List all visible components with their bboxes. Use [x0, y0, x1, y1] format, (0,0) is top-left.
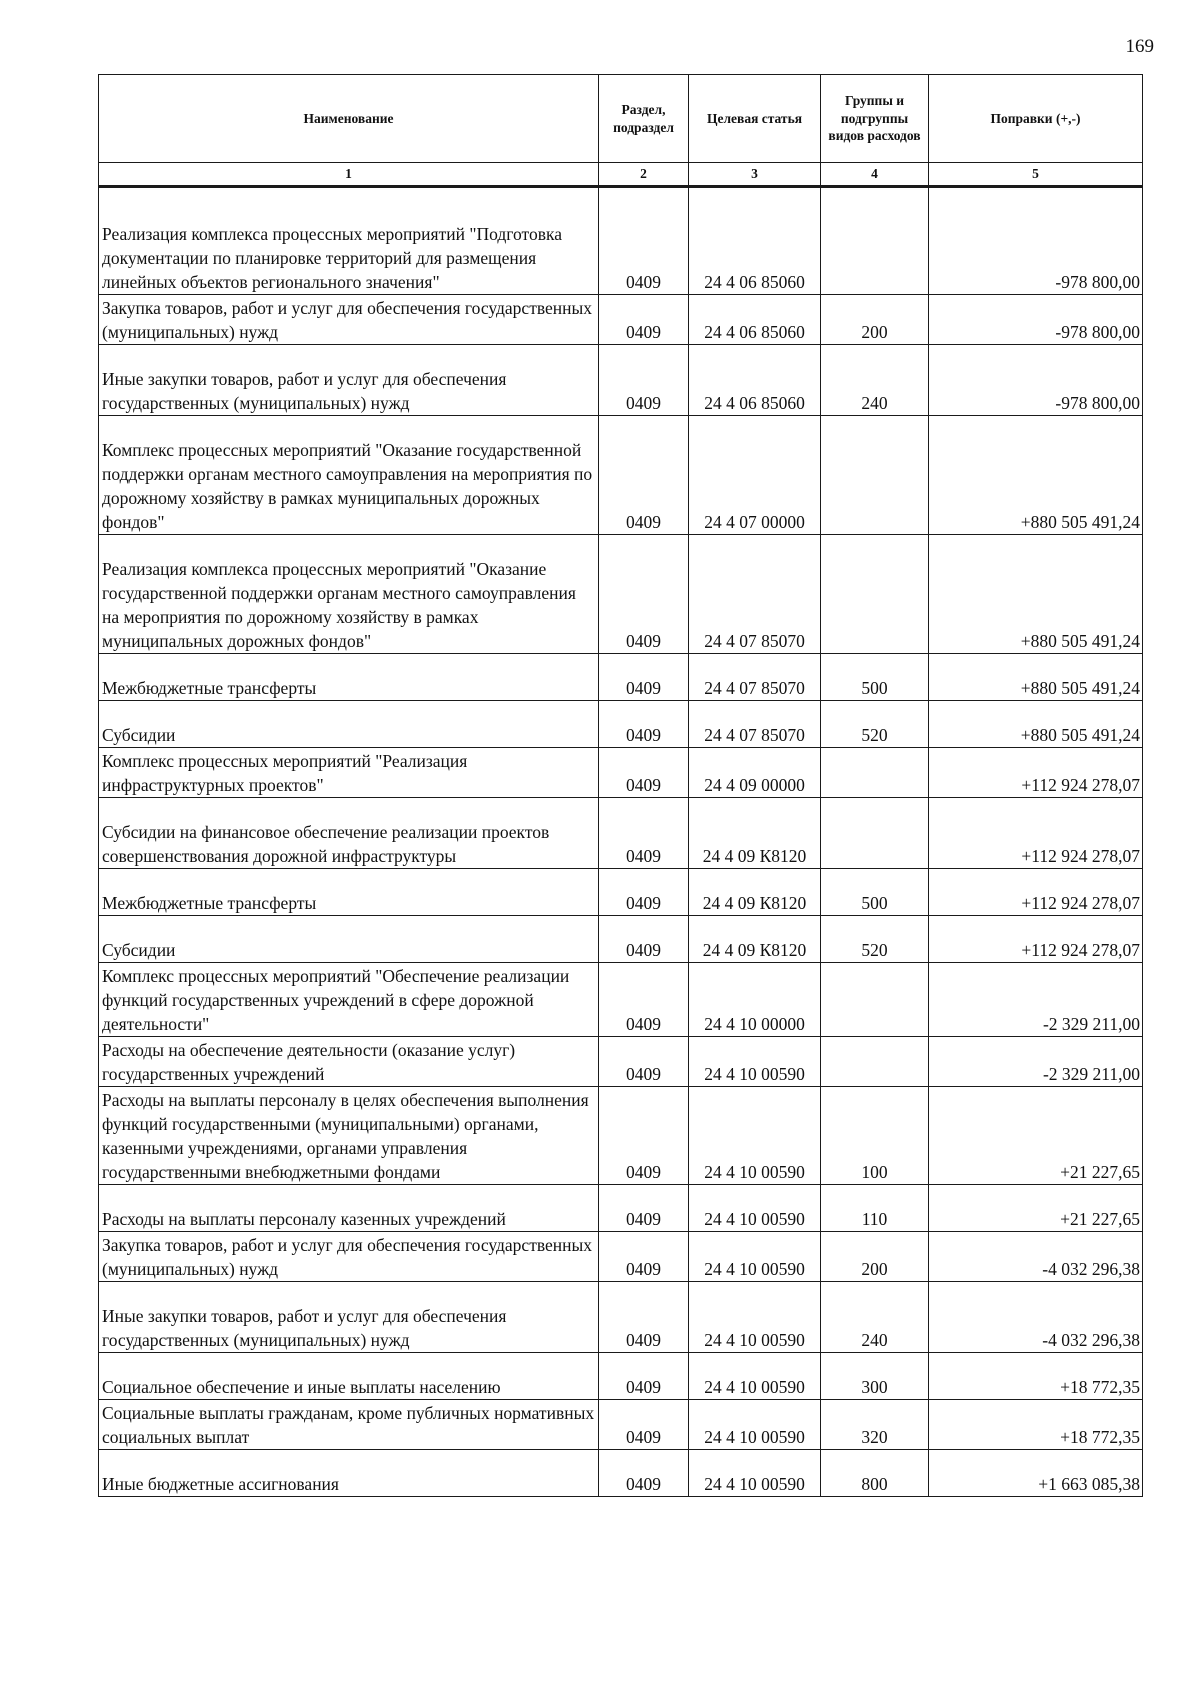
row-group [821, 797, 929, 868]
row-group [821, 534, 929, 653]
row-target: 24 4 10 00000 [689, 962, 821, 1036]
row-amount: +1 663 085,38 [929, 1449, 1143, 1496]
row-name: Расходы на выплаты персоналу казенных учреждений [99, 1184, 599, 1231]
row-amount: +112 924 278,07 [929, 868, 1143, 915]
row-name: Закупка товаров, работ и услуг для обеспечения государственных (муниципальных) нужд [99, 294, 599, 344]
row-name: Межбюджетные трансферты [99, 653, 599, 700]
column-number-row [99, 163, 1143, 187]
header-name: Наименование [99, 75, 599, 163]
table-row [99, 294, 1143, 344]
row-section: 0409 [599, 1399, 689, 1449]
row-group: 500 [821, 653, 929, 700]
table-body [99, 186, 1143, 1496]
row-group: 500 [821, 868, 929, 915]
row-name: Закупка товаров, работ и услуг для обеспечения государственных (муниципальных) нужд [99, 1231, 599, 1281]
row-target: 24 4 10 00590 [689, 1231, 821, 1281]
table-row [99, 1281, 1143, 1352]
row-section: 0409 [599, 962, 689, 1036]
row-section: 0409 [599, 915, 689, 962]
column-number: 1 [99, 163, 599, 187]
row-group: 240 [821, 344, 929, 415]
row-target: 24 4 10 00590 [689, 1399, 821, 1449]
table-row [99, 1086, 1143, 1184]
row-amount: +880 505 491,24 [929, 700, 1143, 747]
row-name: Социальные выплаты гражданам, кроме публичных нормативных социальных выплат [99, 1399, 599, 1449]
row-section: 0409 [599, 186, 689, 294]
header-target: Целевая статья [689, 75, 821, 163]
row-section: 0409 [599, 1449, 689, 1496]
table-row [99, 186, 1143, 294]
row-section: 0409 [599, 1184, 689, 1231]
row-target: 24 4 06 85060 [689, 186, 821, 294]
row-name: Реализация комплекса процессных мероприятий "Подготовка документации по планировке территорий для размещения линейных объектов регионального значения" [99, 186, 599, 294]
row-group: 200 [821, 1231, 929, 1281]
row-section: 0409 [599, 653, 689, 700]
table-row [99, 1352, 1143, 1399]
table-row [99, 962, 1143, 1036]
table-row [99, 415, 1143, 534]
row-target: 24 4 09 К8120 [689, 868, 821, 915]
row-group: 800 [821, 1449, 929, 1496]
row-group [821, 1036, 929, 1086]
row-section: 0409 [599, 534, 689, 653]
row-group [821, 415, 929, 534]
column-number: 3 [689, 163, 821, 187]
row-amount: -4 032 296,38 [929, 1231, 1143, 1281]
row-group: 520 [821, 915, 929, 962]
row-section: 0409 [599, 747, 689, 797]
row-target: 24 4 10 00590 [689, 1036, 821, 1086]
row-group: 520 [821, 700, 929, 747]
row-amount: -978 800,00 [929, 294, 1143, 344]
row-section: 0409 [599, 1086, 689, 1184]
row-group [821, 962, 929, 1036]
row-target: 24 4 10 00590 [689, 1184, 821, 1231]
row-name: Иные закупки товаров, работ и услуг для обеспечения государственных (муниципальных) нужд [99, 1281, 599, 1352]
row-section: 0409 [599, 1231, 689, 1281]
row-section: 0409 [599, 1281, 689, 1352]
row-amount: -978 800,00 [929, 186, 1143, 294]
column-number: 4 [821, 163, 929, 187]
table-row [99, 797, 1143, 868]
row-name: Реализация комплекса процессных мероприятий "Оказание государственной поддержки органам местного самоуправления на мероприятия по дорожному хозяйству в рамках муниципальных дорожных фондов" [99, 534, 599, 653]
row-section: 0409 [599, 344, 689, 415]
row-name: Расходы на обеспечение деятельности (оказание услуг) государственных учреждений [99, 1036, 599, 1086]
row-target: 24 4 07 00000 [689, 415, 821, 534]
row-group: 110 [821, 1184, 929, 1231]
row-name: Субсидии [99, 915, 599, 962]
row-group [821, 747, 929, 797]
row-amount: -2 329 211,00 [929, 962, 1143, 1036]
header-section: Раздел, подраздел [599, 75, 689, 163]
row-target: 24 4 06 85060 [689, 344, 821, 415]
row-amount: +112 924 278,07 [929, 797, 1143, 868]
row-amount: +21 227,65 [929, 1184, 1143, 1231]
header-group: Группы и подгруппы видов расходов [821, 75, 929, 163]
row-target: 24 4 07 85070 [689, 534, 821, 653]
row-group: 320 [821, 1399, 929, 1449]
row-section: 0409 [599, 415, 689, 534]
row-group [821, 186, 929, 294]
row-group: 100 [821, 1086, 929, 1184]
row-target: 24 4 10 00590 [689, 1281, 821, 1352]
table-row [99, 1399, 1143, 1449]
row-amount: -978 800,00 [929, 344, 1143, 415]
row-target: 24 4 10 00590 [689, 1352, 821, 1399]
row-target: 24 4 07 85070 [689, 700, 821, 747]
row-section: 0409 [599, 700, 689, 747]
table-row [99, 700, 1143, 747]
row-amount: +21 227,65 [929, 1086, 1143, 1184]
row-group: 200 [821, 294, 929, 344]
table-row [99, 1036, 1143, 1086]
row-name: Иные закупки товаров, работ и услуг для обеспечения государственных (муниципальных) нужд [99, 344, 599, 415]
table-row [99, 868, 1143, 915]
table-row [99, 1184, 1143, 1231]
row-target: 24 4 10 00590 [689, 1086, 821, 1184]
table-row [99, 1449, 1143, 1496]
row-name: Комплекс процессных мероприятий "Оказание государственной поддержки органам местного самоуправления на мероприятия по дорожному хозяйству в рамках муниципальных дорожных фондов" [99, 415, 599, 534]
row-amount: +112 924 278,07 [929, 747, 1143, 797]
table-row [99, 534, 1143, 653]
row-amount: -2 329 211,00 [929, 1036, 1143, 1086]
row-amount: +18 772,35 [929, 1399, 1143, 1449]
row-section: 0409 [599, 797, 689, 868]
row-name: Субсидии [99, 700, 599, 747]
row-group: 240 [821, 1281, 929, 1352]
row-name: Межбюджетные трансферты [99, 868, 599, 915]
row-name: Иные бюджетные ассигнования [99, 1449, 599, 1496]
row-name: Комплекс процессных мероприятий "Обеспечение реализации функций государственных учреждений в сфере дорожной деятельности" [99, 962, 599, 1036]
row-target: 24 4 09 К8120 [689, 797, 821, 868]
row-name: Субсидии на финансовое обеспечение реализации проектов совершенствования дорожной инфраструктуры [99, 797, 599, 868]
table-row [99, 653, 1143, 700]
row-target: 24 4 07 85070 [689, 653, 821, 700]
row-amount: +112 924 278,07 [929, 915, 1143, 962]
row-target: 24 4 09 К8120 [689, 915, 821, 962]
row-amount: -4 032 296,38 [929, 1281, 1143, 1352]
row-name: Комплекс процессных мероприятий "Реализация инфраструктурных проектов" [99, 747, 599, 797]
page-number: 169 [1125, 36, 1154, 57]
budget-amendments-table [98, 74, 1143, 1497]
row-target: 24 4 10 00590 [689, 1449, 821, 1496]
table-row [99, 344, 1143, 415]
row-target: 24 4 09 00000 [689, 747, 821, 797]
column-number: 2 [599, 163, 689, 187]
row-section: 0409 [599, 1036, 689, 1086]
row-amount: +880 505 491,24 [929, 534, 1143, 653]
column-number: 5 [929, 163, 1143, 187]
table-row [99, 915, 1143, 962]
table-row [99, 747, 1143, 797]
header-amount: Поправки (+,-) [929, 75, 1143, 163]
row-amount: +880 505 491,24 [929, 415, 1143, 534]
row-section: 0409 [599, 1352, 689, 1399]
row-name: Расходы на выплаты персоналу в целях обеспечения выполнения функций государственными (муниципальными) органами, казенными учреждениями, органами управления государственными внебюджетными фондами [99, 1086, 599, 1184]
row-name: Социальное обеспечение и иные выплаты населению [99, 1352, 599, 1399]
row-amount: +880 505 491,24 [929, 653, 1143, 700]
row-group: 300 [821, 1352, 929, 1399]
row-target: 24 4 06 85060 [689, 294, 821, 344]
table-row [99, 1231, 1143, 1281]
row-section: 0409 [599, 868, 689, 915]
row-section: 0409 [599, 294, 689, 344]
row-amount: +18 772,35 [929, 1352, 1143, 1399]
header-row [99, 75, 1143, 163]
